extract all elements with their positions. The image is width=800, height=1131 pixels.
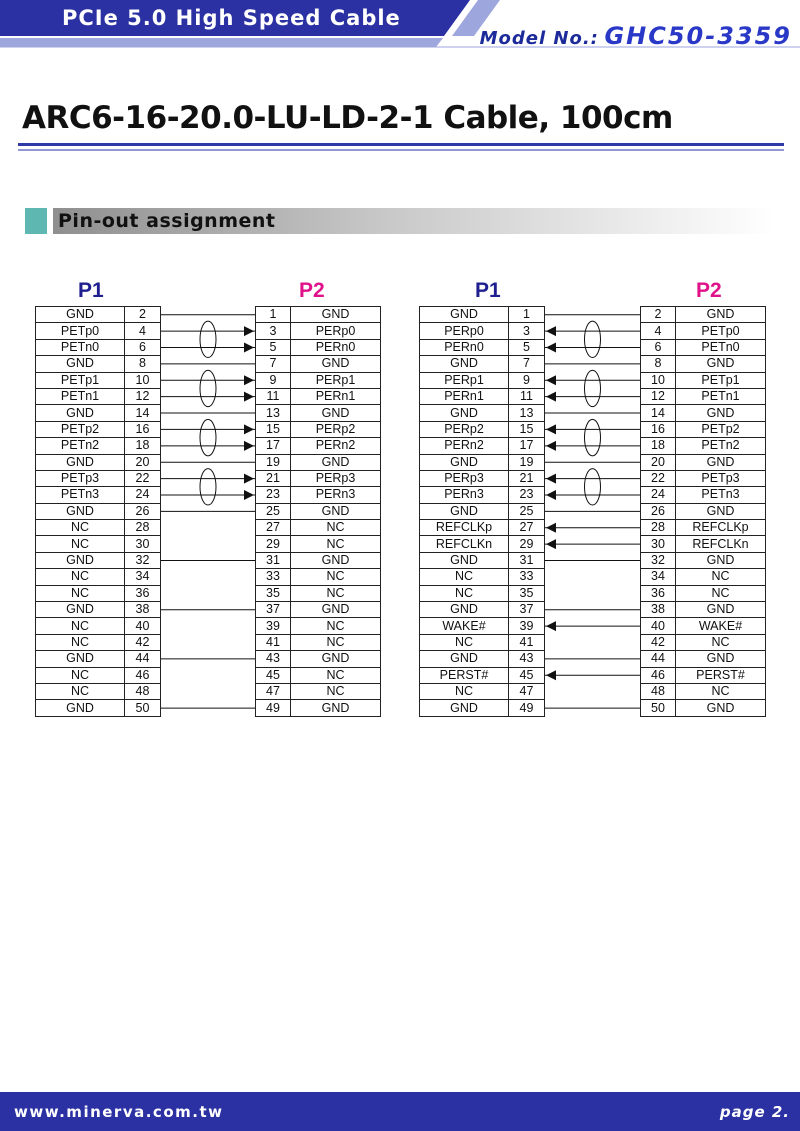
p1-pin-cell: 27: [509, 520, 545, 536]
arrow-head: [546, 392, 556, 402]
p1-sig-cell: PERn0: [420, 339, 509, 355]
arrow-head: [546, 424, 556, 434]
p2-sig-cell: NC: [291, 520, 381, 536]
p2-sig-cell: GND: [676, 700, 766, 716]
arrow-head: [546, 670, 556, 680]
p2-pin-cell: 22: [641, 470, 676, 486]
p2-sig-cell: PERn1: [291, 388, 381, 404]
p1-pin-cell: 18: [125, 438, 161, 454]
p1-pin-cell: 3: [509, 323, 545, 339]
p2-pin-cell: 1: [256, 307, 291, 323]
p1-sig-cell: PETn2: [36, 438, 125, 454]
p1-sig-cell: GND: [36, 307, 125, 323]
p2-sig-cell: PETn1: [676, 388, 766, 404]
p1-pin-cell: 7: [509, 356, 545, 372]
p1-sig-cell: GND: [420, 503, 509, 519]
p2-pin-cell: 46: [641, 667, 676, 683]
section-title: Pin-out assignment: [58, 210, 276, 232]
p1-pin-cell: 42: [125, 634, 161, 650]
p2-sig-cell: PETp2: [676, 421, 766, 437]
p2-pin-cell: 35: [256, 585, 291, 601]
p2-pin-cell: 23: [256, 487, 291, 503]
p2-pin-cell: 49: [256, 700, 291, 716]
p2-sig-cell: NC: [291, 569, 381, 585]
p2-sig-cell: NC: [291, 618, 381, 634]
p2-pin-cell: 4: [641, 323, 676, 339]
p2-pin-cell: 45: [256, 667, 291, 683]
p1-pin-cell: 50: [125, 700, 161, 716]
arrow-head: [244, 474, 254, 484]
p1-pin-cell: 9: [509, 372, 545, 388]
p2-sig-cell: GND: [676, 454, 766, 470]
p2-pin-cell: 29: [256, 536, 291, 552]
p2-sig-cell: REFCLKp: [676, 520, 766, 536]
arrow-head: [546, 621, 556, 631]
p1-sig-cell: NC: [36, 618, 125, 634]
left-p2-label: P2: [299, 279, 325, 302]
p2-sig-cell: GND: [291, 651, 381, 667]
p2-sig-cell: WAKE#: [676, 618, 766, 634]
p1-sig-cell: GND: [36, 503, 125, 519]
p1-pin-cell: 48: [125, 683, 161, 699]
p2-sig-cell: NC: [291, 683, 381, 699]
p1-sig-cell: PERp1: [420, 372, 509, 388]
p1-sig-cell: NC: [420, 569, 509, 585]
p1-sig-cell: PERp3: [420, 470, 509, 486]
arrow-head: [546, 326, 556, 336]
p2-pin-cell: 16: [641, 421, 676, 437]
p1-sig-cell: GND: [420, 356, 509, 372]
p2-pin-cell: 50: [641, 700, 676, 716]
p1-pin-cell: 1: [509, 307, 545, 323]
p1-pin-cell: 8: [125, 356, 161, 372]
p1-pin-cell: 38: [125, 602, 161, 618]
p2-pin-cell: 38: [641, 602, 676, 618]
p1-pin-cell: 11: [509, 388, 545, 404]
p2-sig-cell: PERn0: [291, 339, 381, 355]
p2-sig-cell: PERp0: [291, 323, 381, 339]
p1-pin-cell: 46: [125, 667, 161, 683]
p2-pin-cell: 32: [641, 552, 676, 568]
p2-sig-cell: PETp1: [676, 372, 766, 388]
diff-pair-ellipse: [200, 370, 216, 406]
p1-sig-cell: PERn2: [420, 438, 509, 454]
p1-sig-cell: PETn3: [36, 487, 125, 503]
p2-pin-cell: 12: [641, 388, 676, 404]
p1-sig-cell: GND: [420, 405, 509, 421]
p1-pin-cell: 10: [125, 372, 161, 388]
p1-sig-cell: REFCLKn: [420, 536, 509, 552]
p1-pin-cell: 31: [509, 552, 545, 568]
p2-pin-cell: 14: [641, 405, 676, 421]
p2-sig-cell: NC: [291, 667, 381, 683]
p2-sig-cell: NC: [676, 634, 766, 650]
p2-pin-cell: 13: [256, 405, 291, 421]
p2-pin-cell: 7: [256, 356, 291, 372]
diff-pair-ellipse: [585, 321, 601, 357]
p2-pin-cell: 15: [256, 421, 291, 437]
arrow-head: [244, 490, 254, 500]
p1-pin-cell: 17: [509, 438, 545, 454]
p1-sig-cell: NC: [36, 569, 125, 585]
p2-sig-cell: GND: [291, 405, 381, 421]
p2-pin-cell: 24: [641, 487, 676, 503]
p1-sig-cell: PERn3: [420, 487, 509, 503]
p1-pin-cell: 45: [509, 667, 545, 683]
p2-sig-cell: NC: [291, 585, 381, 601]
p1-pin-cell: 23: [509, 487, 545, 503]
p2-sig-cell: NC: [291, 536, 381, 552]
arrow-head: [244, 424, 254, 434]
p2-pin-cell: 2: [641, 307, 676, 323]
p1-pin-cell: 36: [125, 585, 161, 601]
p1-pin-cell: 32: [125, 552, 161, 568]
p2-pin-cell: 18: [641, 438, 676, 454]
left-p1-label: P1: [78, 279, 104, 302]
p2-pin-cell: 27: [256, 520, 291, 536]
p1-sig-cell: PETn0: [36, 339, 125, 355]
right-p2-label: P2: [696, 279, 722, 302]
page-number: page 2.: [719, 1103, 790, 1121]
p1-sig-cell: NC: [36, 634, 125, 650]
p2-sig-cell: GND: [291, 602, 381, 618]
p1-sig-cell: GND: [36, 651, 125, 667]
p2-pin-cell: 41: [256, 634, 291, 650]
p1-pin-cell: 20: [125, 454, 161, 470]
arrow-head: [244, 392, 254, 402]
p2-sig-cell: GND: [676, 552, 766, 568]
page-title: ARC6-16-20.0-LU-LD-2-1 Cable, 100cm: [22, 100, 673, 136]
p2-sig-cell: GND: [676, 503, 766, 519]
footer-url: www.minerva.com.tw: [14, 1103, 224, 1121]
p1-pin-cell: 13: [509, 405, 545, 421]
p1-pin-cell: 43: [509, 651, 545, 667]
p1-pin-cell: 24: [125, 487, 161, 503]
p1-sig-cell: GND: [36, 356, 125, 372]
p1-pin-cell: 25: [509, 503, 545, 519]
p1-sig-cell: NC: [36, 536, 125, 552]
p1-pin-cell: 5: [509, 339, 545, 355]
p1-sig-cell: PETp2: [36, 421, 125, 437]
p1-pin-cell: 12: [125, 388, 161, 404]
p2-sig-cell: NC: [676, 585, 766, 601]
p1-sig-cell: WAKE#: [420, 618, 509, 634]
p2-pin-cell: 6: [641, 339, 676, 355]
p2-pin-cell: 40: [641, 618, 676, 634]
diff-pair-ellipse: [585, 469, 601, 505]
p2-sig-cell: GND: [676, 651, 766, 667]
p1-pin-cell: 16: [125, 421, 161, 437]
p1-pin-cell: 22: [125, 470, 161, 486]
p2-pin-cell: 3: [256, 323, 291, 339]
p2-pin-cell: 44: [641, 651, 676, 667]
p1-sig-cell: GND: [420, 552, 509, 568]
p2-sig-cell: GND: [676, 307, 766, 323]
p2-sig-cell: NC: [676, 683, 766, 699]
p1-pin-cell: 35: [509, 585, 545, 601]
arrow-head: [546, 490, 556, 500]
p1-sig-cell: GND: [36, 602, 125, 618]
p2-sig-cell: PETn2: [676, 438, 766, 454]
p1-pin-cell: 44: [125, 651, 161, 667]
diff-pair-ellipse: [585, 370, 601, 406]
p2-pin-cell: 36: [641, 585, 676, 601]
p1-sig-cell: GND: [420, 454, 509, 470]
diff-pair-ellipse: [200, 321, 216, 357]
p1-pin-cell: 47: [509, 683, 545, 699]
p1-pin-cell: 41: [509, 634, 545, 650]
p1-sig-cell: NC: [36, 585, 125, 601]
p1-pin-cell: 40: [125, 618, 161, 634]
p1-sig-cell: PETn1: [36, 388, 125, 404]
p2-pin-cell: 43: [256, 651, 291, 667]
p2-pin-cell: 34: [641, 569, 676, 585]
arrow-head: [244, 441, 254, 451]
model-label: Model No.:: [479, 28, 599, 49]
p2-pin-cell: 31: [256, 552, 291, 568]
p2-sig-cell: GND: [291, 356, 381, 372]
p1-pin-cell: 6: [125, 339, 161, 355]
p2-pin-cell: 28: [641, 520, 676, 536]
p1-sig-cell: PERn1: [420, 388, 509, 404]
p2-pin-cell: 8: [641, 356, 676, 372]
p2-sig-cell: GND: [676, 602, 766, 618]
p1-sig-cell: NC: [36, 683, 125, 699]
model-value: GHC50-3359: [604, 22, 792, 50]
p2-pin-cell: 21: [256, 470, 291, 486]
arrow-head: [546, 441, 556, 451]
p1-pin-cell: 28: [125, 520, 161, 536]
right-p1-label: P1: [475, 279, 501, 302]
p1-sig-cell: GND: [36, 552, 125, 568]
p1-sig-cell: PERST#: [420, 667, 509, 683]
p2-sig-cell: PETn0: [676, 339, 766, 355]
p1-pin-cell: 37: [509, 602, 545, 618]
p2-pin-cell: 20: [641, 454, 676, 470]
p1-sig-cell: NC: [420, 585, 509, 601]
p2-pin-cell: 42: [641, 634, 676, 650]
arrow-head: [244, 326, 254, 336]
p1-sig-cell: PETp1: [36, 372, 125, 388]
p2-sig-cell: REFCLKn: [676, 536, 766, 552]
p1-sig-cell: PETp3: [36, 470, 125, 486]
p2-pin-cell: 10: [641, 372, 676, 388]
p2-pin-cell: 30: [641, 536, 676, 552]
p1-pin-cell: 29: [509, 536, 545, 552]
p2-sig-cell: GND: [291, 503, 381, 519]
p2-sig-cell: PETp0: [676, 323, 766, 339]
p2-sig-cell: GND: [676, 356, 766, 372]
diff-pair-ellipse: [200, 419, 216, 455]
p1-pin-cell: 14: [125, 405, 161, 421]
p2-pin-cell: 39: [256, 618, 291, 634]
p1-pin-cell: 21: [509, 470, 545, 486]
p2-sig-cell: GND: [291, 454, 381, 470]
p1-sig-cell: NC: [420, 634, 509, 650]
p2-sig-cell: PETn3: [676, 487, 766, 503]
p2-pin-cell: 19: [256, 454, 291, 470]
arrow-head: [546, 342, 556, 352]
p2-sig-cell: PERp3: [291, 470, 381, 486]
p1-pin-cell: 39: [509, 618, 545, 634]
footer-bar: [0, 1092, 800, 1131]
arrow-head: [546, 523, 556, 533]
p2-pin-cell: 17: [256, 438, 291, 454]
p1-pin-cell: 26: [125, 503, 161, 519]
p1-sig-cell: PERp2: [420, 421, 509, 437]
p2-pin-cell: 37: [256, 602, 291, 618]
p1-pin-cell: 49: [509, 700, 545, 716]
p1-sig-cell: NC: [420, 683, 509, 699]
p2-pin-cell: 48: [641, 683, 676, 699]
p2-pin-cell: 26: [641, 503, 676, 519]
p2-sig-cell: GND: [291, 307, 381, 323]
p1-sig-cell: GND: [420, 651, 509, 667]
p2-sig-cell: GND: [291, 552, 381, 568]
p1-sig-cell: GND: [36, 700, 125, 716]
p1-pin-cell: 30: [125, 536, 161, 552]
p1-sig-cell: PERp0: [420, 323, 509, 339]
p1-sig-cell: GND: [420, 307, 509, 323]
p1-sig-cell: PETp0: [36, 323, 125, 339]
p2-sig-cell: PERST#: [676, 667, 766, 683]
p1-pin-cell: 19: [509, 454, 545, 470]
arrow-head: [546, 375, 556, 385]
p2-sig-cell: NC: [291, 634, 381, 650]
p1-pin-cell: 4: [125, 323, 161, 339]
product-title: PCIe 5.0 High Speed Cable: [62, 6, 401, 30]
p1-sig-cell: REFCLKp: [420, 520, 509, 536]
arrow-head: [546, 474, 556, 484]
p1-sig-cell: NC: [36, 520, 125, 536]
arrow-head: [546, 539, 556, 549]
p1-sig-cell: GND: [36, 405, 125, 421]
arrow-head: [244, 342, 254, 352]
arrow-head: [244, 375, 254, 385]
p2-sig-cell: NC: [676, 569, 766, 585]
p1-sig-cell: GND: [420, 602, 509, 618]
p1-sig-cell: GND: [420, 700, 509, 716]
p2-sig-cell: GND: [291, 700, 381, 716]
p1-pin-cell: 34: [125, 569, 161, 585]
p1-pin-cell: 33: [509, 569, 545, 585]
p2-sig-cell: PERn2: [291, 438, 381, 454]
p2-sig-cell: PERp2: [291, 421, 381, 437]
p2-pin-cell: 25: [256, 503, 291, 519]
p2-pin-cell: 9: [256, 372, 291, 388]
p1-pin-cell: 2: [125, 307, 161, 323]
p2-pin-cell: 5: [256, 339, 291, 355]
p2-sig-cell: PERn3: [291, 487, 381, 503]
diff-pair-ellipse: [200, 469, 216, 505]
diff-pair-ellipse: [585, 419, 601, 455]
p1-sig-cell: NC: [36, 667, 125, 683]
p2-pin-cell: 11: [256, 388, 291, 404]
p2-sig-cell: PERp1: [291, 372, 381, 388]
p2-sig-cell: PETp3: [676, 470, 766, 486]
p2-sig-cell: GND: [676, 405, 766, 421]
p2-pin-cell: 33: [256, 569, 291, 585]
p1-sig-cell: GND: [36, 454, 125, 470]
p2-pin-cell: 47: [256, 683, 291, 699]
p1-pin-cell: 15: [509, 421, 545, 437]
